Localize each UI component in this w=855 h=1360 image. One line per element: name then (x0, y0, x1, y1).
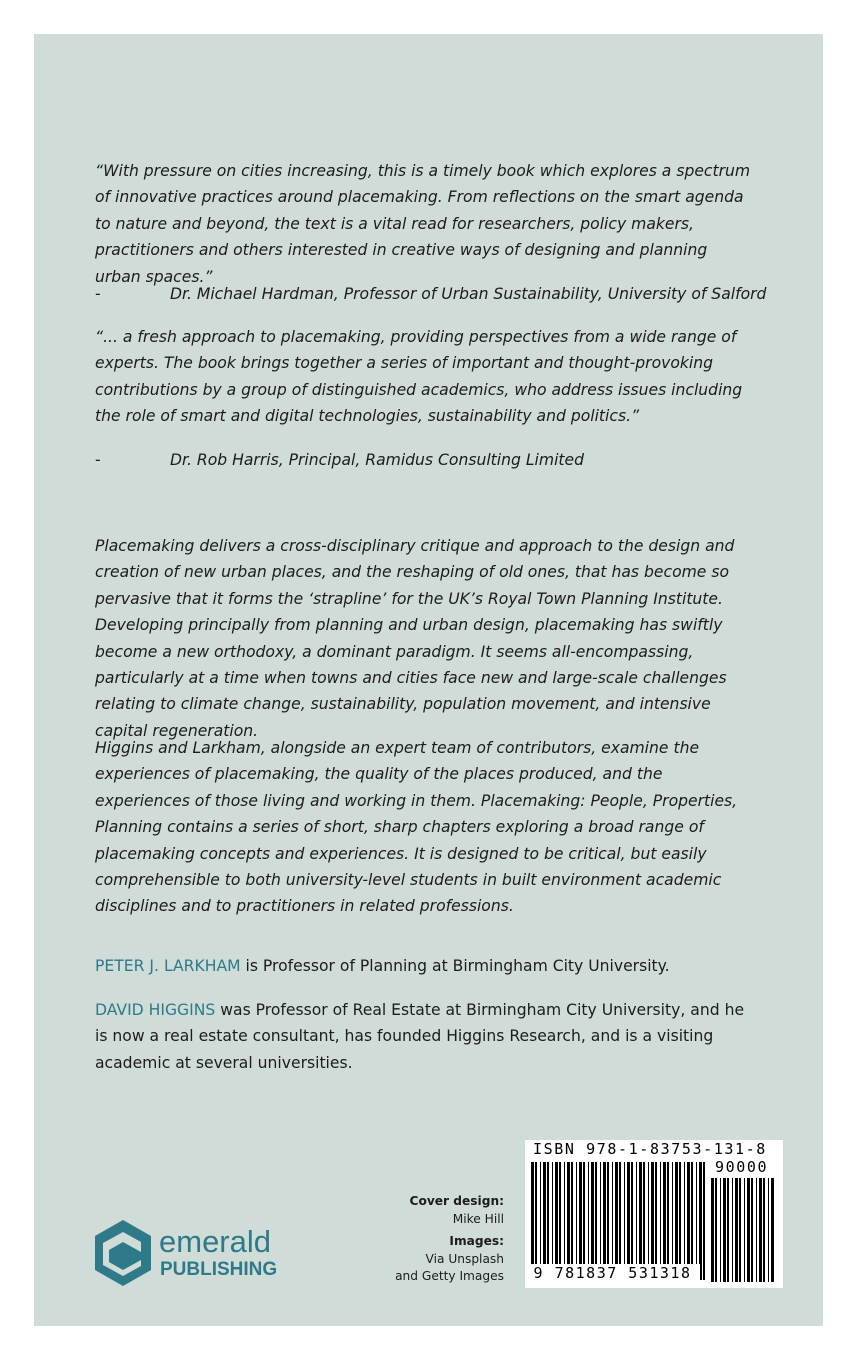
barcode-bar (555, 1162, 558, 1280)
barcode-bar (627, 1162, 630, 1280)
description-paragraph-1 (95, 533, 755, 744)
logo-text-emerald: emerald (159, 1224, 271, 1259)
barcode-bar (711, 1178, 714, 1282)
author-bio-text: is Professor of Planning at Birmingham City University. (240, 957, 670, 975)
barcode-bar (595, 1162, 597, 1280)
barcode-bar (600, 1162, 601, 1280)
barcode-bar (543, 1162, 546, 1280)
barcode-bar (696, 1162, 697, 1280)
barcode-bar (540, 1162, 541, 1280)
barcode-bar (768, 1178, 769, 1282)
barcode-bar (651, 1162, 654, 1280)
book-title-italic: Placemaking (95, 537, 195, 555)
barcode-bar (744, 1178, 745, 1282)
images-value: and Getty Images (395, 1269, 504, 1283)
barcode-bar (535, 1162, 537, 1280)
barcode-bar (672, 1162, 673, 1280)
barcode-bar (591, 1162, 594, 1280)
barcode-bar (763, 1178, 765, 1282)
barcode-bar (579, 1162, 582, 1280)
barcode-bar (559, 1162, 561, 1280)
barcode-bar (636, 1162, 637, 1280)
quote-dash-2: - (95, 451, 101, 469)
author-bio-text: was Professor of Real Estate at Birmingham City University, and he is now a real estate consultant, has founded Higgins Research, and is a visiting academic at several universities. (95, 1001, 745, 1072)
quote-dash-1: - (95, 285, 101, 303)
barcode-bar (684, 1162, 685, 1280)
barcode-bar (655, 1162, 657, 1280)
barcode-bar (576, 1162, 577, 1280)
barcode-bar (723, 1178, 726, 1282)
barcode-bar (643, 1162, 645, 1280)
emerald-publishing-logo (93, 1218, 303, 1290)
barcode-bar (552, 1162, 553, 1280)
barcode-bar (691, 1162, 693, 1280)
barcode-bar (547, 1162, 549, 1280)
isbn-barcode (525, 1140, 783, 1288)
barcode-bar (751, 1178, 753, 1282)
barcode-bar (583, 1162, 585, 1280)
barcode-bar (660, 1162, 661, 1280)
barcode-bar (720, 1178, 721, 1282)
barcode-bar (747, 1178, 750, 1282)
images-label: Images: (449, 1234, 504, 1248)
barcode-bar (679, 1162, 681, 1280)
barcode-bar (615, 1162, 618, 1280)
author-bio-1 (95, 953, 755, 979)
barcode-bar (619, 1162, 621, 1280)
credits (380, 1193, 504, 1286)
isbn-text: ISBN 978-1-83753-131-8 (533, 1140, 767, 1158)
description-text: contains a series of short, sharp chapters exploring a broad range of placemaking concepts and experiences. It is designed to be critical, but easily comprehensible to both university-level students in built environment academic disciplines and to practitioners in related professions. (95, 818, 722, 916)
barcode-bar (703, 1162, 705, 1280)
barcode-bar (727, 1178, 729, 1282)
barcode-bar (771, 1178, 774, 1282)
barcode-bar (531, 1162, 534, 1280)
barcode-bar (639, 1162, 642, 1280)
barcode-bar (675, 1162, 678, 1280)
description-text: delivers a cross-disciplinary critique and approach to the design and creation of new urban places, and the reshaping of old ones, that has become so pervasive that it forms the ‘strapline’ for the UK’s Royal Town Planning Institute. Developing principally from planning and urban design, placemaking has swiftly become a new orthodoxy, a dominant paradigm. It seems all-encompassing, particularly at a time when towns and cities face new and large-scale challenges relating to climate change, sustainability, population movement, and intensive capital regeneration. (95, 537, 735, 740)
ean-barcode-bars (531, 1162, 707, 1280)
author-name: DAVID HIGGINS (95, 1001, 216, 1019)
barcode-bar (571, 1162, 573, 1280)
barcode-bar (567, 1162, 570, 1280)
quote-attribution-1: Dr. Michael Hardman, Professor of Urban Sustainability, University of Salford (170, 285, 767, 303)
barcode-bar (612, 1162, 613, 1280)
barcode-bar (687, 1162, 690, 1280)
review-quote-2: “... a fresh approach to placemaking, providing perspectives from a wide range of experts. The book brings together a series of important and thought-provoking contributions by a group of distinguished academics, who address issues including the role of smart and digital technologies, sustainability and politics.” (95, 328, 743, 426)
barcode-bar (715, 1178, 717, 1282)
review-quote-1: “With pressure on cities increasing, this is a timely book which explores a spectrum of innovative practices around placemaking. From reflections on the smart agenda to nature and beyond, the text is a vital read for researchers, policy makers, practitioners and others interested in creative ways of designing and planning urban spaces.” (95, 162, 751, 286)
barcode-bar (631, 1162, 633, 1280)
quote-attribution-2: Dr. Rob Harris, Principal, Ramidus Consulting Limited (170, 451, 585, 469)
barcode-bar (607, 1162, 609, 1280)
logo-text-publishing: PUBLISHING (160, 1259, 278, 1280)
emerald-logo-icon (93, 1218, 303, 1290)
barcode-bar (732, 1178, 733, 1282)
barcode-bar (735, 1178, 738, 1282)
barcode-number: 9 781837 531318 (525, 1264, 700, 1282)
images-value: Via Unsplash (425, 1251, 504, 1266)
author-bio-2 (95, 997, 755, 1076)
addon-barcode-bars (711, 1178, 775, 1282)
barcode-bar (564, 1162, 565, 1280)
barcode-bar (648, 1162, 649, 1280)
barcode-bar (624, 1162, 625, 1280)
description-paragraph-2 (95, 735, 755, 920)
barcode-bar (588, 1162, 589, 1280)
book-title-italic: Placemaking: People, Properties, Planning (95, 791, 738, 837)
barcode-bar (667, 1162, 669, 1280)
description-text: Higgins and Larkham, alongside an expert team of contributors, examine the experiences of placemaking, the quality of the places produced, and the experiences of those living and working in them. (95, 739, 700, 810)
barcode-bar (699, 1162, 702, 1280)
barcode-bar (663, 1162, 666, 1280)
barcode-bar (759, 1178, 762, 1282)
cover-design-value: Mike Hill (452, 1211, 504, 1226)
barcode-bar (739, 1178, 741, 1282)
cover-design-label: Cover design: (409, 1194, 504, 1208)
barcode-bar (756, 1178, 757, 1282)
author-name: PETER J. LARKHAM (95, 957, 241, 975)
price-code-text: 90000 (715, 1158, 769, 1176)
barcode-bar (603, 1162, 606, 1280)
